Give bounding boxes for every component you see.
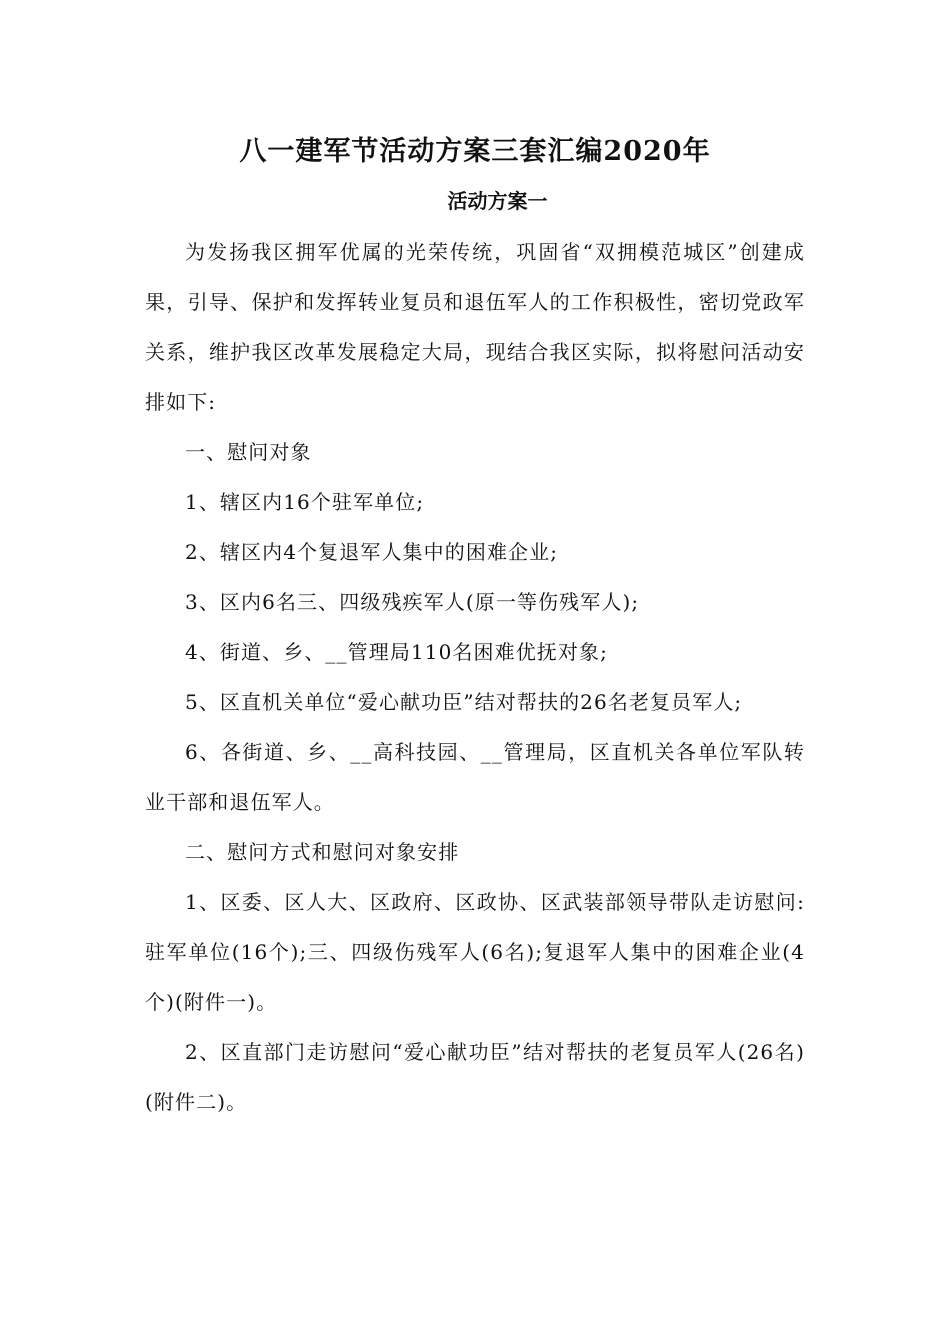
paragraph-intro: 为发扬我区拥军优属的光荣传统，巩固省“双拥模范城区”创建成果，引导、保护和发挥转业复员和退伍军人的工作积极性，密切党政军关系，维护我区改革发展稳定大局，现结合我区实际，拟将慰问活动安排如下:: [145, 240, 805, 414]
section-heading-targets: 一、慰问对象: [185, 440, 312, 464]
list-item: 4、街道、乡、__管理局110名困难优抚对象;: [185, 640, 608, 664]
list-item: 2、辖区内4个复退军人集中的困难企业;: [185, 540, 559, 564]
list-item: 1、区委、区人大、区政府、区政协、区武装部领导带队走访慰问:驻军单位(16个);三、四级伤残军人(6名);复退军人集中的困难企业(4个)(附件一)。: [145, 890, 805, 1014]
list-item: 2、区直部门走访慰问“爱心献功臣”结对帮扶的老复员军人(26名)(附件二)。: [145, 1040, 805, 1114]
list-item: 5、区直机关单位“爱心献功臣”结对帮扶的26名老复员军人;: [185, 690, 743, 714]
document-title: 八一建军节活动方案三套汇编2020年: [239, 136, 711, 167]
list-item: 3、区内6名三、四级残疾军人(原一等伤残军人);: [185, 590, 640, 614]
list-item: 6、各街道、乡、__高科技园、__管理局，区直机关各单位军队转业干部和退伍军人。: [145, 740, 805, 814]
document-body: [145, 227, 805, 1127]
section-heading-arrangement: 二、慰问方式和慰问对象安排: [185, 840, 460, 864]
list-item: 1、辖区内16个驻军单位;: [185, 490, 425, 514]
document-subtitle: 活动方案一: [447, 189, 548, 213]
